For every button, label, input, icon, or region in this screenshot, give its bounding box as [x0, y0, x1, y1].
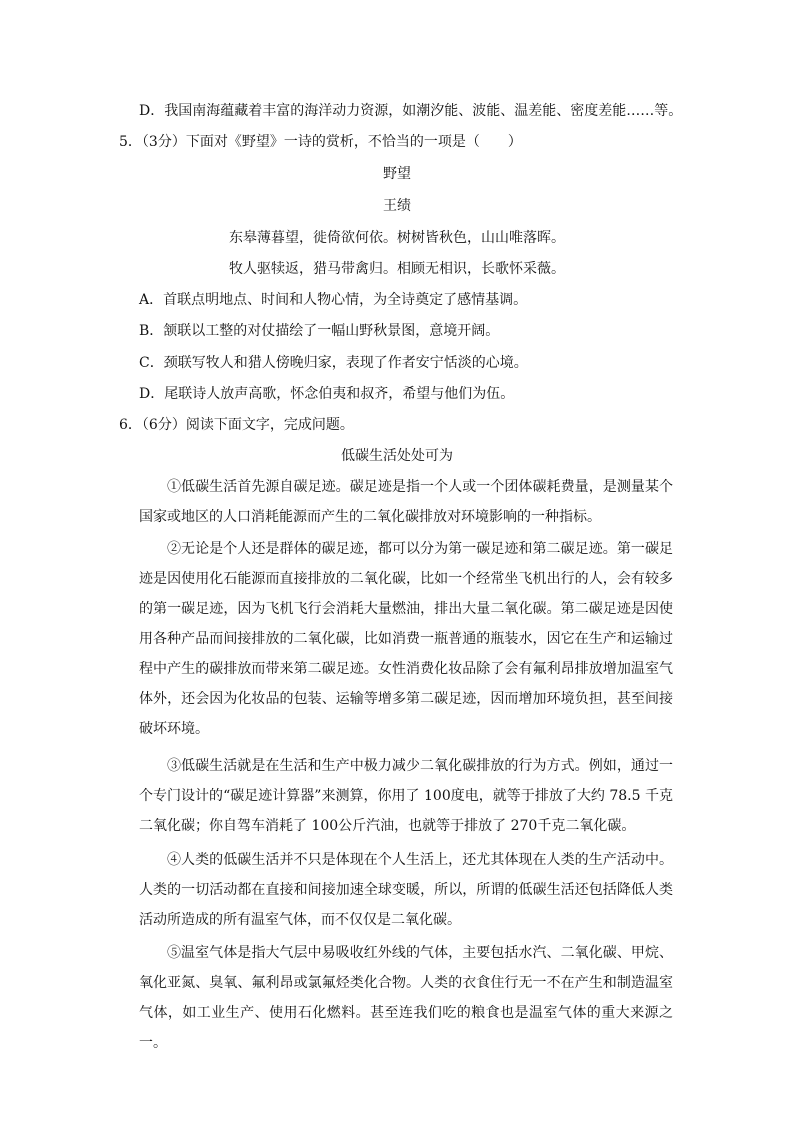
- article-paragraph-4: ④人类的低碳生活并不只是体现在个人生活上，还尤其体现在人类的生产活动中。人类的一切活动都在直接和间接加速全球变暖，所以，所谓的低碳生活还包括降低人类活动所造成的所有温室气体，而不仅仅是二氧化碳。: [139, 852, 673, 928]
- poem-line-1: 东皋薄暮望，徙倚欲何依。树树皆秋色，山山唯落晖。: [229, 230, 565, 246]
- q5-option-c: C．颈联写牧人和猎人傍晚归家，表现了作者安宁恬淡的心境。: [139, 355, 528, 371]
- q5-option-d: D．尾联诗人放声高歌，怀念伯夷和叔齐，希望与他们为伍。: [139, 386, 515, 402]
- question-4-option-d: D．我国南海蕴藏着丰富的海洋动力资源，如潮汐能、波能、温差能、密度差能……等。: [139, 103, 683, 119]
- poem-line-2: 牧人驱犊返，猎马带禽归。相顾无相识，长歌怀采薇。: [229, 261, 565, 277]
- article-title: 低碳生活处处可为: [341, 448, 453, 464]
- article-paragraph-2: ②无论是个人还是群体的碳足迹，都可以分为第一碳足迹和第二碳足迹。第一碳足迹是因使用化石能源而直接排放的二氧化碳，比如一个经常坐飞机出行的人，会有较多的第一碳足迹，因为飞机飞行会消耗大量燃油，排出大量二氧化碳。第二碳足迹是因使用各种产品而间接排放的二氧化碳，比如消费一瓶普通的瓶装水，因它在生产和运输过程中产生的碳排放而带来第二碳足迹。女性消费化妆品除了会有氟利昂排放增加温室气体外，还会因为化妆品的包装、运输等增多第二碳足迹，因而增加环境负担，甚至间接破坏环境。: [139, 541, 673, 737]
- question-6-stem: 6．（6分）阅读下面文字，完成问题。: [119, 417, 354, 433]
- article-paragraph-5: ⑤温室气体是指大气层中易吸收红外线的气体，主要包括水汽、二氧化碳、甲烷、氧化亚氮、臭氧、氟利昂或氯氟烃类化合物。人类的衣食住行无一不在产生和制造温室气体，如工业生产、使用石化燃料。甚至连我们吃的粮食也是温室气体的重大来源之一。: [139, 945, 673, 1051]
- article-paragraph-3: ③低碳生活就是在生活和生产中极力减少二氧化碳排放的行为方式。例如，通过一个专门设计的“碳足迹计算器”来测算，你用了 100度电，就等于排放了大约 78.5 千克二氧化碳；你自驾车消耗了 100公斤汽油，也就等于排放了 270千克二氧化碳。: [139, 758, 673, 834]
- poem-author: 王绩: [383, 198, 411, 214]
- q5-option-a: A．首联点明地点、时间和人物心情，为全诗奠定了感情基调。: [139, 292, 528, 308]
- poem-title: 野望: [383, 166, 411, 182]
- q5-option-b: B．颔联以工整的对仗描绘了一幅山野秋景图，意境开阔。: [139, 323, 500, 339]
- article-paragraph-1: ①低碳生活首先源自碳足迹。碳足迹是指一个人或一个团体碳耗费量，是测量某个国家或地区的人口消耗能源而产生的二氧化碳排放对环境影响的一种指标。: [139, 479, 673, 525]
- question-5-stem: 5．（3分）下面对《野望》一诗的赏析，不恰当的一项是（ ）: [119, 134, 522, 150]
